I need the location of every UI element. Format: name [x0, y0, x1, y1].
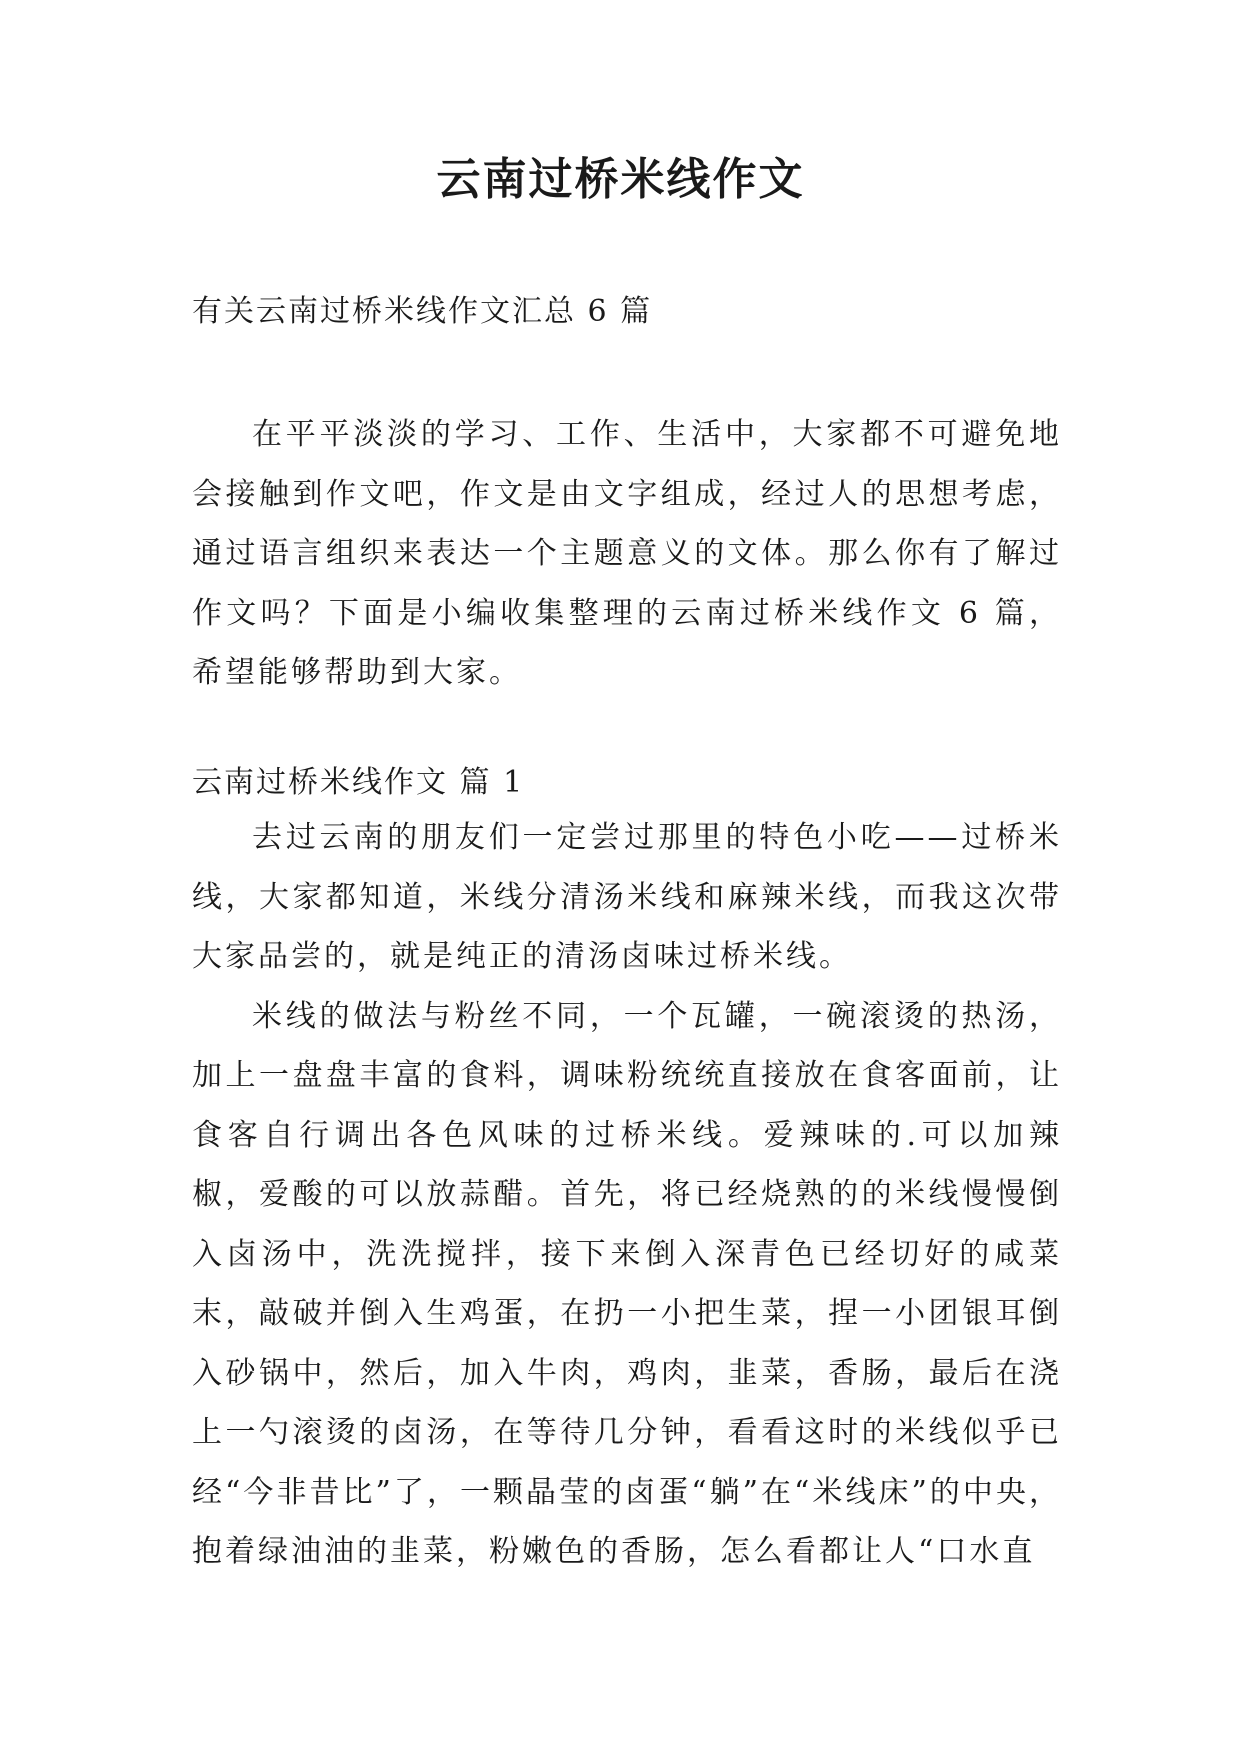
section-heading: 云南过桥米线作文 篇 1: [192, 765, 525, 800]
intro-paragraph: 在平平淡淡的学习、工作、生活中，大家都不可避免地会接触到作文吧，作文是由文字组成，经过人的思想考虑，通过语言组织来表达一个主题意义的文体。那么你有了解过作文吗？下面是小编收集整理的云南过桥米线作文 6 篇，希望能够帮助到大家。: [192, 417, 1062, 690]
section-body: [192, 808, 1062, 1582]
document-title: 云南过桥米线作文: [436, 154, 805, 205]
document-subtitle: 有关云南过桥米线作文汇总 6 篇: [192, 294, 653, 329]
section-paragraph: 去过云南的朋友们一定尝过那里的特色小吃——过桥米线，大家都知道，米线分清汤米线和麻辣米线，而我这次带大家品尝的，就是纯正的清汤卤味过桥米线。: [192, 820, 1062, 974]
section-paragraph: 米线的做法与粉丝不同，一个瓦罐，一碗滚烫的热汤，加上一盘盘丰富的食料，调味粉统统直接放在食客面前，让食客自行调出各色风味的过桥米线。爱辣味的.可以加辣椒，爱酸的可以放蒜醋。首先，将已经烧熟的的米线慢慢倒入卤汤中，洗洗搅拌，接下来倒入深青色已经切好的咸菜末，敲破并倒入生鸡蛋，在扔一小把生菜，捏一小团银耳倒入砂锅中，然后，加入牛肉，鸡肉，韭菜，香肠，最后在浇上一勺滚烫的卤汤，在等待几分钟，看看这时的米线似乎已经“今非昔比”了，一颗晶莹的卤蛋“躺”在“米线床”的中央，抱着绿油油的韭菜，粉嫩色的香肠，怎么看都让人“口水直: [192, 998, 1062, 1569]
intro-block: [192, 405, 1062, 703]
